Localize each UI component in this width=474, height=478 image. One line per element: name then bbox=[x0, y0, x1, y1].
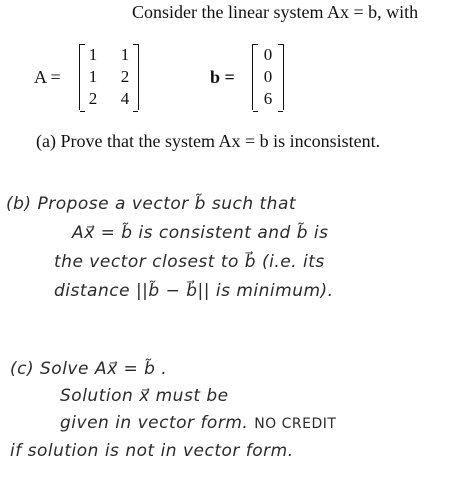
part-a-question: (a) Prove that the system Ax = b is inconsistent. bbox=[36, 131, 381, 151]
part-c-line: (c) Solve Ax⃗ = b̃ . bbox=[10, 359, 168, 379]
vector-b-cell: 0 bbox=[263, 67, 273, 86]
vector-b-row bbox=[259, 66, 277, 88]
vector-b-row bbox=[259, 88, 277, 110]
matrix-a-cell: 4 bbox=[120, 89, 130, 108]
matrix-a-row bbox=[86, 44, 132, 66]
matrix-a-cell: 1 bbox=[120, 45, 130, 64]
vector-b-label: b = bbox=[210, 67, 235, 87]
vector-b-cell: 6 bbox=[263, 89, 273, 108]
part-c-line: Solution x⃗ must be bbox=[60, 386, 229, 406]
part-b-handwritten bbox=[6, 190, 466, 306]
vector-b bbox=[252, 44, 284, 110]
part-b-line: (b) Propose a vector b̃ such that bbox=[6, 194, 297, 214]
vector-b-cell: 0 bbox=[263, 45, 273, 64]
matrix-a-row bbox=[86, 66, 132, 88]
intro-text: Consider the linear system Ax = b, with bbox=[132, 2, 419, 22]
matrix-a-cell: 2 bbox=[88, 89, 98, 108]
part-c-line bbox=[10, 410, 470, 438]
part-b-line: distance ||b̃ − b⃗|| is minimum). bbox=[54, 281, 334, 301]
matrix-a bbox=[79, 44, 139, 110]
part-c-line: if solution is not in vector form. bbox=[10, 441, 294, 461]
vector-b-row bbox=[259, 44, 277, 66]
part-c-text: given in vector form. bbox=[60, 413, 249, 433]
part-c-handwritten bbox=[10, 356, 470, 465]
matrix-a-cell: 2 bbox=[120, 67, 130, 86]
matrix-a-cell: 1 bbox=[88, 45, 98, 64]
part-b-line: the vector closest to b⃗ (i.e. its bbox=[54, 252, 325, 272]
matrix-a-label: A = bbox=[34, 67, 61, 87]
part-b-line: Ax⃗ = b̃ is consistent and b̃ is bbox=[72, 223, 329, 243]
matrix-a-row bbox=[86, 88, 132, 110]
no-credit-note: NO CREDIT bbox=[254, 416, 337, 432]
matrix-a-cell: 1 bbox=[88, 67, 98, 86]
